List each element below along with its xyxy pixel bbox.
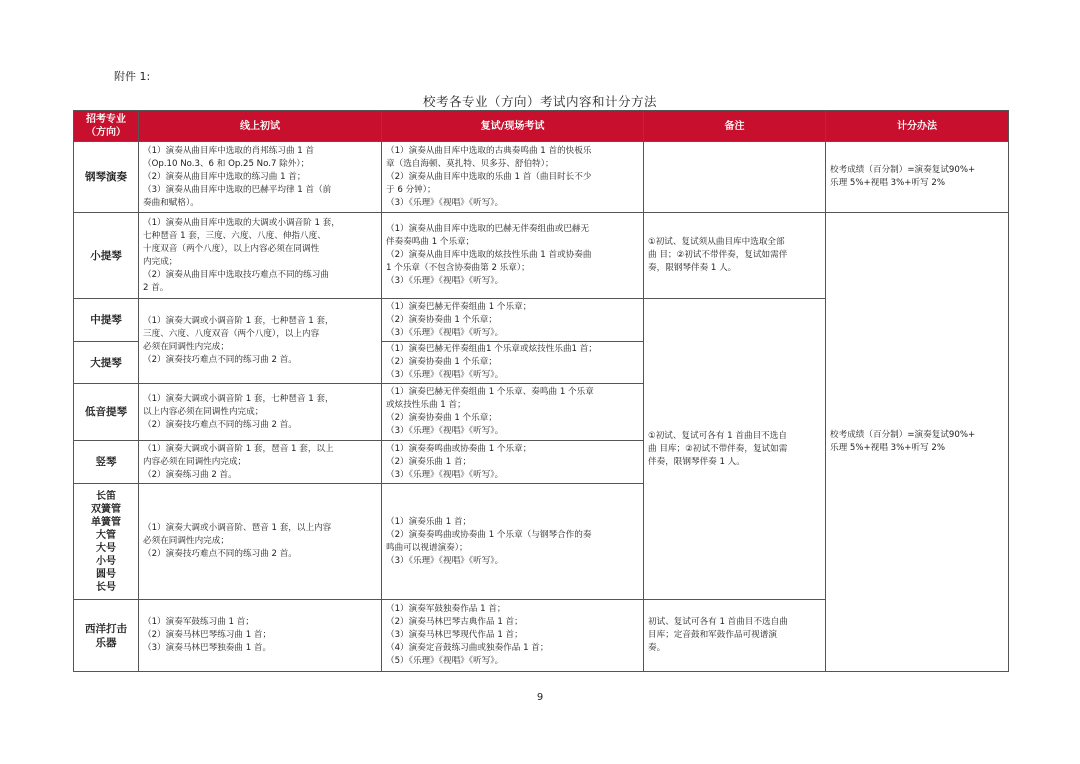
text-line: （2）演奏技巧难点不同的练习曲 2 首。 <box>143 549 297 559</box>
text-line: （3）演奏从曲目库中选取的巴赫平均律 1 首（前 <box>143 184 332 195</box>
text-line: 2 首。 <box>143 282 169 293</box>
text-line: （1）演奏乐曲 1 首； <box>386 516 472 527</box>
text-line: 或炫技性乐曲 1 首； <box>386 400 466 410</box>
text-line: 校考成绩（百分制）=演奏复试90%+ <box>830 430 976 440</box>
text-line: （4）演奏定音鼓练习曲或独奏作品 1 首； <box>386 643 549 653</box>
major-item: 长笛 <box>96 490 116 502</box>
prelim-cell <box>139 600 382 672</box>
major-cell: 低音提琴 <box>74 384 139 441</box>
text-line: 奏曲和赋格）。 <box>143 197 199 208</box>
prelim-cell <box>139 441 382 484</box>
final-cell <box>382 213 644 299</box>
table-row <box>74 142 1009 213</box>
final-cell <box>382 384 644 441</box>
text-line: （2）演奏从曲目库中选取的练习曲 1 首； <box>143 171 306 182</box>
text-line: （2）演奏马林巴琴古典作品 1 首； <box>386 617 523 627</box>
text-line: （2）演奏从曲目库中选取技巧难点不同的练习曲 <box>143 269 329 280</box>
text-line: 乐理 5%+视唱 3%+听写 2% <box>830 178 946 188</box>
text-line: （1）演奏军鼓练习曲 1 首； <box>143 617 254 627</box>
text-line: 内容必须在同调性内完成； <box>143 456 247 467</box>
text-line: （2）演奏协奏曲 1 个乐章； <box>386 357 497 367</box>
major-item: 长号 <box>96 581 116 593</box>
text-line: 目库；定音鼓和军鼓作品可视谱演 <box>648 630 777 640</box>
text-line: 乐理 5%+视唱 3%+听写 2% <box>830 443 946 453</box>
strings-winds-notes-cell <box>644 299 826 600</box>
text-line: （1）演奏从曲目库中选取的巴赫无伴奏组曲或巴赫无 <box>386 224 590 234</box>
text-line: （2）演奏马林巴琴练习曲 1 首； <box>143 630 272 640</box>
major-item: 大号 <box>96 542 116 554</box>
text-line: （1）演奏大调或小调音阶、琶音 1 套，以上内容 <box>143 523 332 533</box>
table-header-row <box>74 111 1009 142</box>
text-line: （2）演奏协奏曲 1 个乐章； <box>386 413 497 423</box>
text-line: 内完成； <box>143 256 178 267</box>
text-line: 初试、复试可各有 1 首曲目不选自曲 <box>648 617 788 627</box>
final-cell <box>382 299 644 342</box>
text-line: 必须在同调性内完成； <box>143 342 229 352</box>
text-line: （3）《乐理》《视唱》《听写》。 <box>386 276 504 286</box>
table-row <box>74 213 1009 299</box>
major-cell: 钢琴演奏 <box>74 142 139 213</box>
text-line: 奏，限钢琴伴奏 1 人。 <box>648 263 737 273</box>
scoring-cell <box>826 142 1009 213</box>
text-line: （1）演奏从曲目库中选取的大调或小调音阶 1 套， <box>143 217 340 228</box>
text-line: （3）《乐理》《视唱》《听写》。 <box>386 555 504 566</box>
major-cell: 小提琴 <box>74 213 139 299</box>
text-line: （3）演奏马林巴琴独奏曲 1 首。 <box>143 643 272 653</box>
major-cell <box>74 600 139 672</box>
major-cell: 大提琴 <box>74 342 139 384</box>
major-item: 圆号 <box>96 568 116 580</box>
text-line: 1 个乐章（不包含协奏曲第 2 乐章）； <box>386 263 530 273</box>
prelim-cell <box>139 142 382 213</box>
final-cell <box>382 600 644 672</box>
text-line: （2）演奏练习曲 2 首。 <box>143 469 237 480</box>
text-line: 以上内容必须在同调性内完成； <box>143 406 264 417</box>
text-line: （1）演奏巴赫无伴奏组曲 1 个乐章； <box>386 301 532 312</box>
text-line: 鸣曲可以视谱演奏）； <box>386 542 468 553</box>
text-line: （2）演奏协奏曲 1 个乐章； <box>386 314 497 325</box>
prelim-cell <box>139 384 382 441</box>
text-line: （3）《乐理》《视唱》《听写》。 <box>386 197 504 208</box>
text-line: 奏。 <box>648 643 666 653</box>
major-cell: 中提琴 <box>74 299 139 342</box>
text-line: 伴奏，限钢琴伴奏 1 人。 <box>648 456 745 467</box>
text-line: （1）演奏大调或小调音阶 1 套，七种琶音 1 套， <box>143 393 334 404</box>
major-cell: 竖琴 <box>74 441 139 484</box>
text-line: （2）演奏从曲目库中选取的乐曲 1 首（曲目时长不少 <box>386 171 592 182</box>
text-line: （1）演奏大调或小调音阶 1 套，七种琶音 1 套， <box>143 316 334 326</box>
text-line: （3）《乐理》《视唱》《听写》。 <box>386 426 504 436</box>
text-line: （3）演奏马林巴琴现代作品 1 首； <box>386 630 523 640</box>
header-notes: 备注 <box>644 111 826 142</box>
prelim-cell <box>139 299 382 384</box>
text-line: 校考成绩（百分制）=演奏复试90%+ <box>830 165 976 175</box>
prelim-cell <box>139 484 382 600</box>
final-cell <box>382 342 644 384</box>
page-number: 9 <box>536 692 544 703</box>
major-item: 双簧管 <box>91 503 121 515</box>
text-line: （1）演奏巴赫无伴奏组曲1 个乐章或炫技性乐曲1 首； <box>386 344 597 354</box>
text-line: （1）演奏从曲目库中选取的肖邦练习曲 1 首 <box>143 145 315 156</box>
text-line: （2）演奏奏鸣曲或协奏曲 1 个乐章（与钢琴合作的奏 <box>386 529 592 540</box>
text-line: 三度、六度、八度双音（两个八度），以上内容 <box>143 329 320 339</box>
major-line: 乐器 <box>95 636 117 649</box>
header-major-line: （方向） <box>86 127 126 138</box>
header-major-line: 招考专业 <box>86 114 126 125</box>
text-line: 曲 目库；②初试不带伴奏，复试如需 <box>648 443 788 454</box>
final-cell <box>382 484 644 600</box>
text-line: （2）演奏乐曲 1 首； <box>386 456 472 467</box>
text-line: （1）演奏大调或小调音阶 1 套，琶音 1 套，以上 <box>143 443 334 454</box>
text-line: （2）演奏技巧难点不同的练习曲 2 首。 <box>143 419 297 430</box>
text-line: （1）演奏军鼓独奏作品 1 首； <box>386 604 506 614</box>
text-line: （3）《乐理》《视唱》《听写》。 <box>386 327 504 338</box>
major-line: 西洋打击 <box>85 622 127 635</box>
text-line: 十度双音（两个八度），以上内容必须在同调性 <box>143 243 320 254</box>
text-line: （1）演奏奏鸣曲或协奏曲 1 个乐章； <box>386 443 532 454</box>
major-item: 小号 <box>96 555 116 567</box>
major-item: 大管 <box>96 529 116 541</box>
notes-cell <box>644 213 826 299</box>
text-line: ①初试、复试须从曲目库中选取全部 <box>648 237 785 247</box>
text-line: （Op.10 No.3、6 和 Op.25 No.7 除外）； <box>143 158 310 169</box>
header-scoring: 计分办法 <box>826 111 1009 142</box>
text-line: ①初试、复试可各有 1 首曲目不选自 <box>648 430 787 441</box>
orchestral-scoring-cell <box>826 213 1009 672</box>
text-line: 曲 目；②初试不带伴奏，复试如需伴 <box>648 250 788 260</box>
text-line: （2）演奏从曲目库中选取的炫技性乐曲 1 首或协奏曲 <box>386 250 592 260</box>
text-line: 七种琶音 1 套，三度、六度、八度、伸指八度、 <box>143 230 326 241</box>
text-line: 章（选自海顿、莫扎特、贝多芬、舒伯特）； <box>386 158 554 169</box>
exam-table <box>73 110 1009 672</box>
document-title: 校考各专业（方向）考试内容和计分方法 <box>422 94 657 109</box>
text-line: 于 6 分钟）； <box>386 184 436 195</box>
notes-cell <box>644 600 826 672</box>
text-line: （1）演奏从曲目库中选取的古典奏鸣曲 1 首的快板乐 <box>386 145 592 156</box>
major-cell-winds <box>74 484 139 600</box>
text-line: （5）《乐理》《视唱》《听写》。 <box>386 656 504 666</box>
attachment-label: 附件 1: <box>114 70 151 83</box>
text-line: （3）《乐理》《视唱》《听写》。 <box>386 469 504 480</box>
header-final: 复试/现场考试 <box>382 111 644 142</box>
header-prelim: 线上初试 <box>139 111 382 142</box>
header-major <box>74 111 139 142</box>
text-line: 伴奏奏鸣曲 1 个乐章； <box>386 237 475 247</box>
text-line: （1）演奏巴赫无伴奏组曲 1 个乐章、奏鸣曲 1 个乐章 <box>386 387 594 397</box>
text-line: （2）演奏技巧难点不同的练习曲 2 首。 <box>143 355 297 365</box>
text-line: （3）《乐理》《视唱》《听写》。 <box>386 370 504 380</box>
final-cell <box>382 142 644 213</box>
prelim-cell <box>139 213 382 299</box>
text-line: 必须在同调性内完成； <box>143 536 229 546</box>
final-cell <box>382 441 644 484</box>
major-item: 单簧管 <box>91 516 121 528</box>
notes-cell <box>644 142 826 213</box>
